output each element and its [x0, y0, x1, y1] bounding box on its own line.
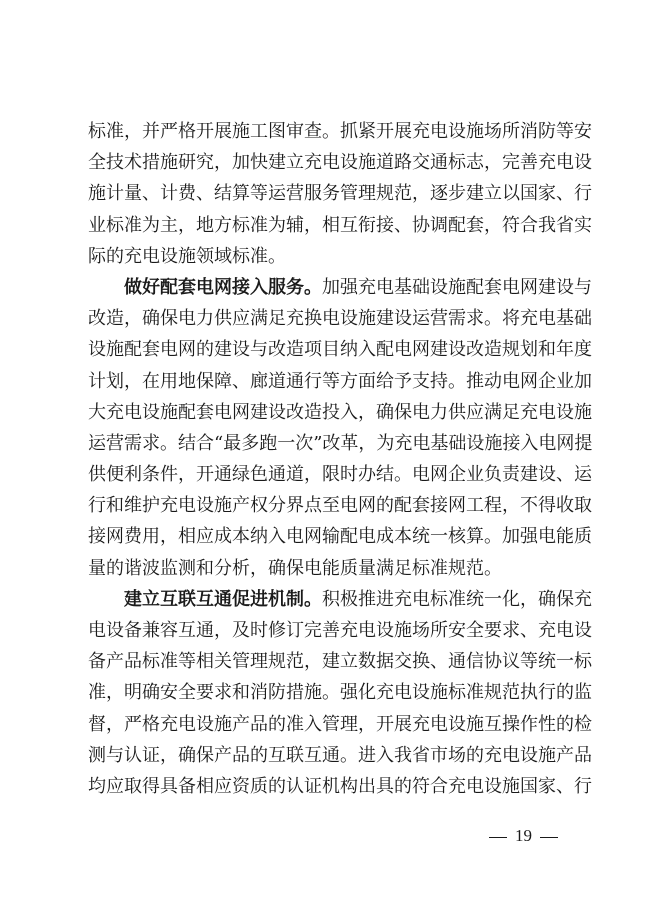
text-line: 准，明确安全要求和消防措施。强化充电设施标准规范执行的监	[88, 682, 592, 704]
text-line: 运营需求。结合“最多跑一次”改革，为充电基础设施接入电网提	[88, 432, 593, 454]
text-line: 供便利条件，开通绿色通道，限时办结。电网企业负责建设、运	[88, 464, 592, 486]
text-line: 际的充电设施领域标准。	[88, 245, 286, 267]
page-footer	[481, 826, 566, 846]
text-line: 施计量、计费、结算等运营服务管理规范，逐步建立以国家、行	[88, 183, 592, 205]
text-run: 积极推进充电标准统一化，确保充	[322, 588, 592, 610]
text-line: 量的谐波监测和分析，确保电能质量满足标准规范。	[88, 557, 502, 579]
text-line: 设施配套电网的建设与改造项目纳入配电网建设改造规划和年度	[88, 339, 592, 361]
text-line: 计划，在用地保障、廊道通行等方面给予支持。推动电网企业加	[88, 370, 592, 392]
text-line: 业标准为主，地方标准为辅，相互衔接、协调配套，符合我省实	[88, 214, 592, 236]
text-line: 全技术措施研究，加快建立充电设施道路交通标志，完善充电设	[88, 152, 592, 174]
text-line: 备产品标准等相关管理规范，建立数据交换、通信协议等统一标	[88, 651, 592, 673]
paragraph-first-line	[88, 272, 592, 303]
text-line: 标准，并严格开展施工图审查。抓紧开展充电设施场所消防等安	[88, 121, 592, 142]
text-line: 接网费用，相应成本纳入电网输配电成本统一核算。加强电能质	[88, 526, 592, 548]
page-number: 19	[515, 826, 532, 845]
dash-right	[540, 837, 558, 838]
dash-left	[489, 837, 507, 838]
paragraph-heading: 做好配套电网接入服务。	[124, 276, 322, 298]
text-line: 行和维护充电设施产权分界点至电网的配套接网工程，不得收取	[88, 495, 592, 517]
text-line: 督，严格充电设施产品的准入管理，开展充电设施互操作性的检	[88, 713, 592, 735]
body-text	[88, 116, 593, 802]
paragraph-heading: 建立互联互通促进机制。	[124, 588, 322, 610]
text-line: 测与认证，确保产品的互联互通。进入我省市场的充电设施产品	[88, 744, 592, 766]
paragraph-first-line	[88, 584, 592, 615]
text-line: 改造，确保电力供应满足充换电设施建设运营需求。将充电基础	[88, 308, 592, 330]
text-run: 加强充电基础设施配套电网建设与	[322, 276, 592, 298]
text-line: 大充电设施配套电网建设改造投入，确保电力供应满足充电设施	[88, 401, 592, 423]
text-line: 均应取得具备相应资质的认证机构出具的符合充电设施国家、行	[88, 775, 592, 797]
text-line: 电设备兼容互通，及时修订完善充电设施场所安全要求、充电设	[88, 620, 592, 641]
